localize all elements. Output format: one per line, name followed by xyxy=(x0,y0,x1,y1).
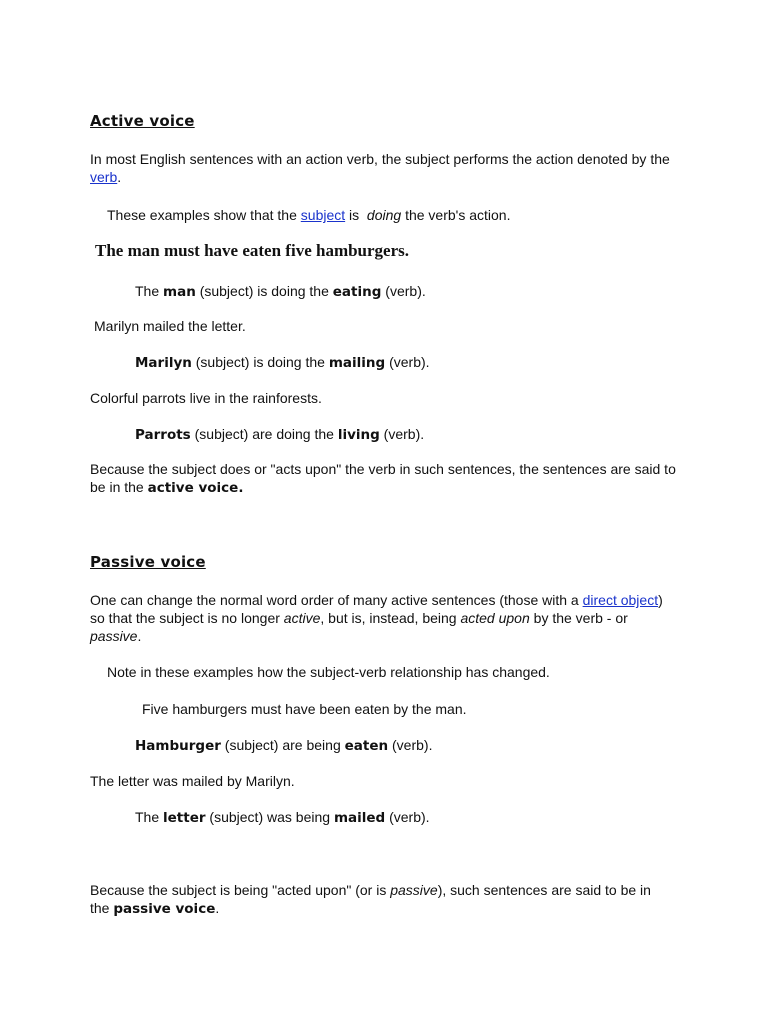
explain-text: (verb). xyxy=(385,354,430,370)
explain-text: (verb). xyxy=(379,426,425,442)
passive-intro-text: . xyxy=(137,628,142,644)
active-note-text: These examples show that the xyxy=(107,207,301,223)
active-intro-text-end: . xyxy=(117,169,122,185)
explain-bold-verb: eaten xyxy=(344,738,389,754)
passive-intro-text: ) so that the subject is no longer xyxy=(90,592,663,626)
active-note-text-mid: is xyxy=(345,207,367,223)
explain-text: (subject) was being xyxy=(205,809,334,825)
passive-intro-text: One can change the normal word order of many active sentences (those with a xyxy=(90,592,583,608)
active-voice-heading: Active voice xyxy=(90,112,195,130)
explain-bold-subject: Hamburger xyxy=(135,738,221,754)
verb-link[interactable]: verb xyxy=(90,169,118,185)
passive-example1-explanation xyxy=(135,736,725,755)
conclusion-bold-term: active voice. xyxy=(147,480,244,496)
active-conclusion-paragraph xyxy=(90,460,680,497)
passive-intro-text: by the verb - or xyxy=(529,610,628,626)
explain-text: (verb). xyxy=(388,737,433,753)
passive-example1-sentence: Five hamburgers must have been eaten by the man. xyxy=(142,701,467,717)
passive-voice-heading: Passive voice xyxy=(90,553,206,571)
passive-examples-note: Note in these examples how the subject-verb relationship has changed. xyxy=(107,664,550,680)
active-note-text-end: the verb's action. xyxy=(401,207,511,223)
conclusion-text: Because the subject is being "acted upon" (or is xyxy=(90,882,391,898)
conclusion-text: . xyxy=(215,900,220,916)
active-intro-paragraph xyxy=(90,150,680,186)
explain-text: (subject) are doing the xyxy=(190,426,338,442)
explain-text: (subject) are being xyxy=(220,737,345,753)
explain-bold-verb: mailing xyxy=(328,355,386,371)
passive-example2-explanation xyxy=(135,808,725,827)
passive-intro-paragraph xyxy=(90,591,680,645)
explain-bold-subject: letter xyxy=(163,810,206,826)
explain-bold-subject: Marilyn xyxy=(135,355,192,371)
active-intro-text: In most English sentences with an action verb, the subject performs the action denoted by the xyxy=(90,151,670,167)
active-examples-note xyxy=(107,206,697,224)
active-example3-explanation xyxy=(135,425,725,444)
passive-intro-italic: active xyxy=(283,610,321,626)
explain-bold-subject: Parrots xyxy=(135,427,191,443)
subject-link[interactable]: subject xyxy=(300,207,346,223)
explain-bold-verb: mailed xyxy=(333,810,386,826)
explain-bold-verb: living xyxy=(337,427,380,443)
passive-intro-text: , but is, instead, being xyxy=(320,610,461,626)
explain-text: (verb). xyxy=(385,809,430,825)
active-note-italic: doing xyxy=(366,207,402,223)
active-example-sentence: The man must have eaten five hamburgers. xyxy=(95,241,410,260)
direct-object-link[interactable]: direct object xyxy=(582,592,659,608)
passive-conclusion-paragraph xyxy=(90,881,665,918)
explain-bold-subject: man xyxy=(163,284,196,300)
active-example2-explanation xyxy=(135,353,725,372)
passive-example2-sentence: The letter was mailed by Marilyn. xyxy=(90,773,295,789)
explain-text: The xyxy=(135,283,164,299)
conclusion-bold-term: passive voice xyxy=(113,901,216,917)
conclusion-italic: passive xyxy=(390,882,438,898)
explain-text: (subject) is doing the xyxy=(191,354,329,370)
explain-bold-verb: eating xyxy=(332,284,382,300)
explain-text: (verb). xyxy=(381,283,426,299)
conclusion-text: Because the subject does or "acts upon" the verb in such sentences, the sentences are said to be in the xyxy=(90,461,676,495)
passive-intro-italic: acted upon xyxy=(460,610,530,626)
conclusion-text: ), such sentences are said to be in the xyxy=(90,882,651,916)
active-example3-sentence: Colorful parrots live in the rainforests. xyxy=(90,390,322,406)
explain-text: (subject) is doing the xyxy=(195,283,333,299)
passive-intro-italic: passive xyxy=(90,628,138,644)
explain-text: The xyxy=(135,809,164,825)
active-example2-sentence: Marilyn mailed the letter. xyxy=(94,318,246,334)
active-example1-explanation xyxy=(135,282,725,301)
